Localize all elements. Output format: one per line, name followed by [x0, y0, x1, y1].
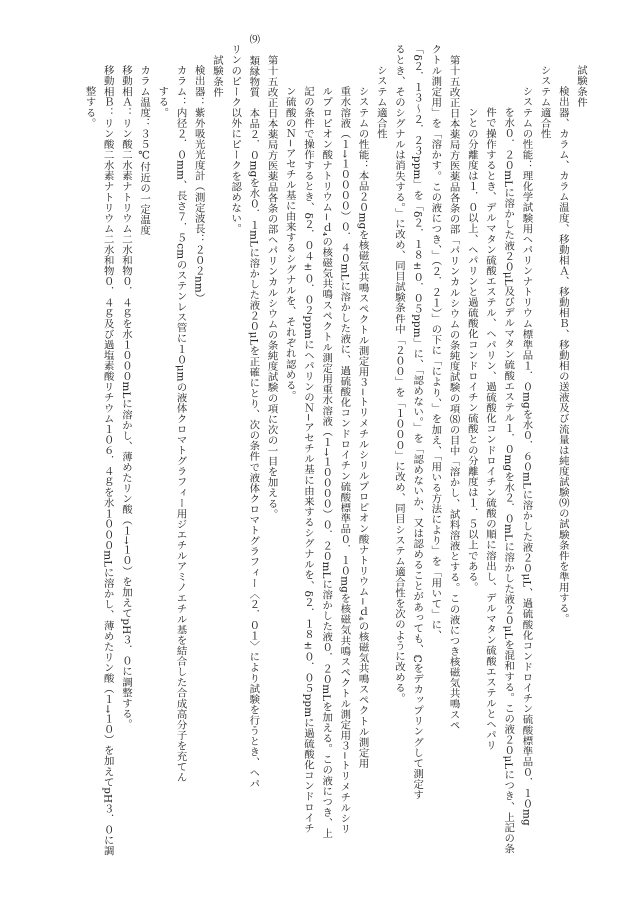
text-line: 移動相Ａ：リン酸二水素ナトリウム二水和物０．４ｇを水１０００mLに溶かし、薄めたリン酸（１→１０）を加えてpH３．０に調整する。 — [119, 65, 132, 730]
heading-test-conditions: 試験条件 — [210, 54, 223, 97]
heading-system-suitability: システム適合性 — [538, 65, 551, 140]
text-line: 件で操作するとき、デルマタン硫酸エステル、ヘパリン、過硫酸化コンドロイチン硫酸の順に溶出し、デルマタン硫酸エステルとヘパリ — [483, 106, 496, 751]
item-9-related-substances: ⑼ 類縁物質 本品２．０mgを水０．１mLに溶かした液２０μLを正確にとり、次の条件で液体クロマトグラフィー〈２．０１〉により試験を行うとき、ヘパ — [247, 34, 260, 789]
text-line: 第十五改正日本薬局方医薬品各条の部「パリンカルシウムの条純度試験の項⑻の目中「溶かし、試料溶液とする。この液につき核磁気共鳴スペ — [447, 54, 460, 730]
text-line: 整する。 — [83, 86, 96, 129]
heading-test-conditions: 試験条件 — [575, 65, 587, 108]
text-line: 第十五改正日本薬局方医薬品各条の部ヘパリンカルシウムの条純度試験の項に次の一目を加える。 — [265, 54, 278, 519]
text-line: ルプロピオン酸ナトリウム−ｄ₄の核磁気共鳴スペクトル測定用重水溶液（１→１００００）０．２０mLに溶かした液０．２０mLを加える。この液につき、上 — [320, 86, 333, 839]
text-line: 「δ２．１３〜２．２３ppm」を「δ２．１８±０．０５ppm」に、「認めない。」を「認めないか、又は認めることがあっても、ℂをデカップリングして測定す — [411, 44, 424, 801]
text-line: るとき、そのシグナルは消失する。」に改め、同目試験条件中「２００」を「１０００」に改め、同目システム適合性を次のように改める。 — [392, 44, 405, 704]
text-line: ン硫酸のＮ−アセチル基に由来するシグナルを、それぞれ認める。 — [283, 86, 296, 401]
text-line: システムの性能：本品２０mgを核磁気共鳴スペクトル測定用３−トリメチルシリルプロピオン酸ナトリウム−ｄ₄の核磁気共鳴スペクトル測定用 — [356, 86, 369, 769]
text-line: 検出器、カラム、カラム温度、移動相Ａ、移動相Ｂ、移動相の送液及び流量は純度試験⑼の試験条件を準用する。 — [556, 86, 569, 625]
text-line: を水０．２０mLに溶かした液２０μL及びデルマタン硫酸エステル１．０mgを水２．０mLに溶かした液２０μLを混和する。この液２０μLにつき、上記の条 — [502, 106, 515, 854]
vertical-text-body — [80, 34, 590, 884]
text-line: システムの性能：理化学試験用ヘパリンナトリウム標準品１．０mgを水０．６０mLに溶かした液２０μL、過硫酸化コンドロイチン硫酸標準品０．１０mg — [520, 86, 533, 826]
text-line: する。 — [156, 86, 169, 118]
text-line: ンとの分離度は１．０以上、ヘパリンと過硫酸化コンドロイチン硫酸との分離度は１．５以上である。 — [465, 106, 478, 593]
text-line: カラム：内径２．０mm、長さ７．５cmのステンレス管に１０μmの液体クロマトグラフィー用ジエチルアミノエチル基を結合した合成高分子を充てん — [174, 65, 187, 783]
text-line: カラム温度：３５℃付近の一定温度 — [138, 65, 151, 236]
text-line: クトル測定用」を「溶かす。この液につき、」（２．２１）」の下に「により、」を加え、「用いる方法により」を「用いて」に、 — [429, 44, 442, 641]
text-line: 移動相Ｂ：リン酸二水素ナトリウム二水和物０．４ｇ及び過塩素酸リチウム１０６．４ｇを水１０００mLに溶かし、薄めたリン酸（１→１０）を加えてpH３．０に調 — [101, 65, 114, 857]
heading-system-suitability: システム適合性 — [374, 65, 387, 140]
text-line: 検出器：紫外吸光光度計（測定波長：２０２nm） — [192, 65, 205, 304]
text-line: 記の条件で操作するとき、δ２．０４±０．０２ppmにヘパリンのＮ−アセチル基に由来するシグナルを、δ２．１８±０．０５ppmに過硫酸化コンドロイチ — [301, 86, 314, 834]
text-line: リンのピーク以外にピークを認めない。 — [229, 44, 242, 235]
text-line: 重水溶液（１→１００００）０．４０mLに溶かした液に、過硫酸化コンドロイチン硫酸標準品０．１０mgを核磁気共鳴スペクトル測定用３−トリメチルシリ — [338, 86, 351, 834]
